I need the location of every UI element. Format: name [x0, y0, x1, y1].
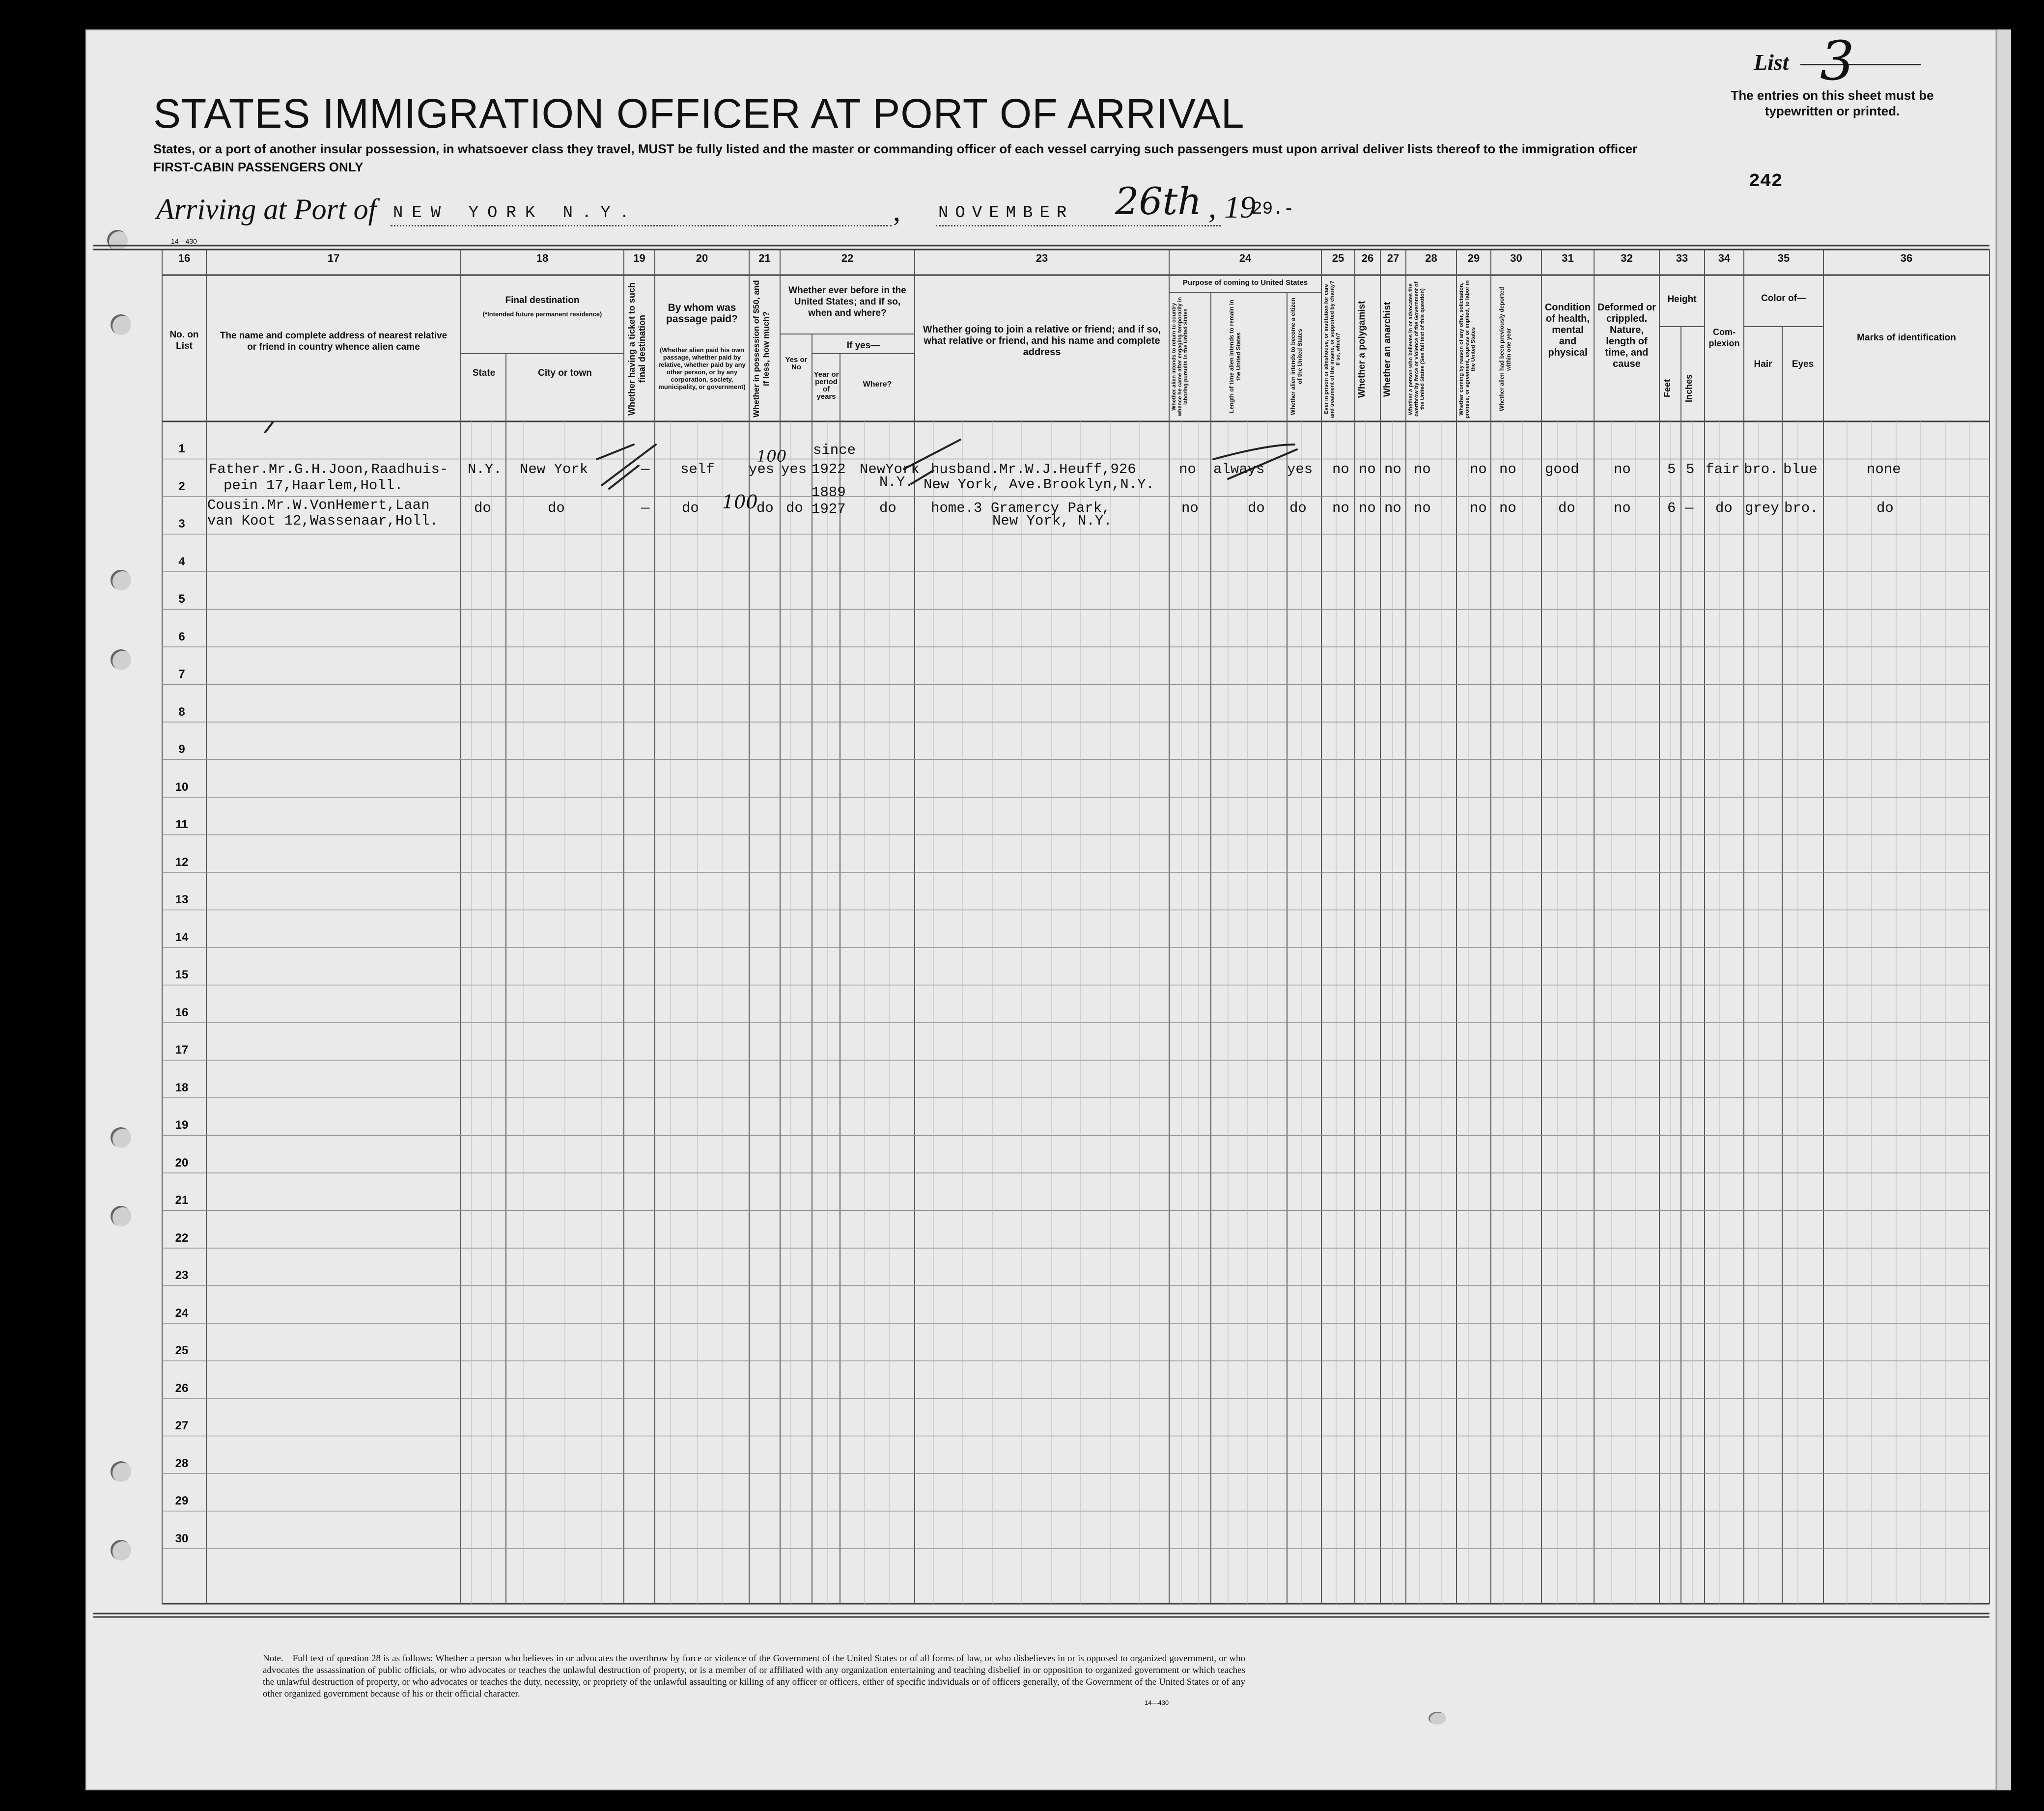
entry-1-city: New York: [520, 461, 588, 477]
row-number: 7: [178, 668, 185, 681]
column-number: 28: [1425, 252, 1437, 264]
entry-1-paid-by: self: [680, 461, 715, 477]
entry-1-q28: no: [1414, 461, 1431, 477]
column-number: 29: [1467, 252, 1480, 264]
typewritten-note: The entries on this sheet must be typewritten or printed.: [1731, 88, 1934, 118]
entry-2-money: do: [756, 500, 774, 516]
entry-2-complexion: do: [1715, 500, 1733, 516]
header-question-28: Whether a person who believes in or advocates the overthrow by force or violence of the Government of the United States (See full text of this question): [1408, 281, 1426, 417]
header-passage-paid-note: (Whether alien paid his own passage, whether paid by relative, whether paid by any other person, or by any corporation, society, municipality, or government): [658, 346, 746, 390]
entry-1-anarchist: no: [1384, 461, 1401, 477]
entry-1-deformed: no: [1614, 461, 1631, 477]
header-where: Where?: [863, 380, 892, 389]
row-number: 22: [175, 1231, 189, 1245]
entry-2-join-line1: home.3 Gramercy Park,: [931, 500, 1111, 516]
entry-1-relative-line1: Father.Mr.G.H.Joon,Raadhuis-: [209, 461, 448, 477]
column-number: 17: [327, 252, 340, 264]
entry-1-where: NewYork: [860, 461, 920, 477]
header-state: State: [472, 368, 496, 378]
column-number: 22: [841, 252, 854, 264]
header-relative: The name and complete address of nearest relative or friend in country whence alien came: [220, 331, 448, 352]
entry-1-polygamist: no: [1359, 461, 1376, 477]
arriving-label: Arriving at Port of: [156, 193, 377, 225]
list-label: List: [1754, 50, 1789, 75]
paper-blemish: [1428, 1712, 1446, 1725]
entry-1-year-since: since: [813, 442, 856, 458]
entry-2-anarchist: no: [1384, 500, 1401, 516]
row-number: 16: [175, 1005, 189, 1019]
row-number: 29: [175, 1494, 189, 1507]
entry-2-deformed: no: [1614, 500, 1631, 516]
row-number: 4: [178, 555, 185, 568]
header-color-of: Color of—: [1761, 293, 1806, 304]
arrival-year-suffix: 29.-: [1252, 199, 1294, 219]
entry-1-return: no: [1179, 461, 1196, 477]
column-number: 34: [1718, 252, 1731, 264]
header-if-yes: If yes—: [846, 340, 880, 351]
column-number: 18: [536, 252, 549, 264]
header-final-destination-note: (*Intended future permanent residence): [482, 310, 602, 318]
entry-2-relative-line1: Cousin.Mr.W.VonHemert,Laan: [207, 497, 430, 513]
row-number: 18: [175, 1081, 189, 1094]
entry-1-relative-line2: pein 17,Haarlem,Holl.: [224, 477, 403, 494]
header-health: Condition of health, mental and physical: [1544, 302, 1591, 358]
row-number: 1: [178, 442, 185, 455]
column-number: 36: [1900, 252, 1913, 264]
entry-2-feet: 6: [1667, 500, 1676, 516]
entry-2-length: do: [1248, 500, 1265, 516]
column-number: 35: [1777, 252, 1790, 264]
entry-2-citizen: do: [1289, 500, 1307, 516]
entry-2-money-mark: 100: [722, 491, 758, 513]
instruction-line: States, or a port of another insular possession, in whatsoever class they travel, MUST be fully listed and the master or commanding officer of each vessel carrying such passengers must upon arrival deliver lists thereof to the immigration officer: [153, 141, 1638, 156]
header-deformed: Deformed or crippled. Nature, length of time, and cause: [1597, 302, 1656, 369]
form-title: STATES IMMIGRATION OFFICER AT PORT OF ARRIVAL: [153, 90, 1245, 137]
entry-2-paid-by: do: [682, 500, 699, 516]
header-yes-no: Yes or No: [785, 356, 808, 371]
header-deported: Whether alien had been previously deported within one year: [1498, 287, 1512, 412]
footnote-question-28: Note.—Full text of question 28 is as follows: Whether a person who believes in or advocates the overthrow by force or violence of the Government of the United States or of all forms of law, or who disbelieves in or is opposed to organized government, or who advocates the assassination of public officials, or who advocates or teaches the unlawful destruction of property, or is a member of or affiliated with any organization entertaining and teaching disbelief in or opposition to organized government or which teaches the unlawful destruction of property, or who advocates or teaches the duty, necessity, or propriety of the unlawful assaulting or killing of any officer or officers, either of specific individuals or of officers generally, of the Government of the United States or of any other organized government because of his or their official character.: [263, 1653, 1245, 1699]
class-line: FIRST-CABIN PASSENGERS ONLY: [153, 160, 364, 174]
entry-2-health: do: [1558, 500, 1575, 516]
row-number: 9: [178, 743, 185, 756]
header-anarchist: Whether an anarchist: [1382, 302, 1393, 397]
entry-1-deported: no: [1499, 461, 1516, 477]
header-height: Height: [1667, 294, 1697, 305]
entry-2-marks: do: [1876, 500, 1894, 516]
row-number: 24: [175, 1306, 189, 1320]
column-number: 20: [696, 252, 708, 264]
row-number: 26: [175, 1381, 189, 1395]
entry-2-join-line2: New York, N.Y.: [992, 513, 1112, 529]
column-number: 19: [633, 252, 645, 264]
row-number: 30: [175, 1532, 189, 1545]
row-number: 28: [175, 1456, 189, 1470]
entry-1-inches: 5: [1686, 461, 1695, 477]
fine-column-rules: [472, 421, 1970, 1604]
entry-1-money-mark: 100: [756, 447, 787, 466]
entry-1-prison: no: [1332, 461, 1349, 477]
entry-1-money: yes: [749, 461, 775, 477]
column-number: 32: [1621, 252, 1633, 264]
entry-1-marks: none: [1867, 461, 1901, 477]
footnote-form-code: 14—430: [1145, 1699, 1169, 1706]
row-number: 27: [175, 1419, 189, 1432]
header-purpose: Purpose of coming to United States: [1182, 279, 1308, 287]
header-prison: Ever in prison or almshouse, or institution for care and treatment of the insane, or supported by charity? If so, which?: [1323, 280, 1341, 418]
row-number: 6: [178, 630, 185, 643]
row-number: 20: [175, 1156, 189, 1170]
header-ever-before: Whether ever before in the United States; and if so, when and where?: [788, 285, 906, 318]
entry-2-relative-line2: van Koot 12,Wassenaar,Holl.: [207, 513, 438, 529]
header-feet: Feet: [1662, 379, 1672, 397]
entry-1-join-line2: New York, Ave.Brooklyn,N.Y.: [924, 476, 1154, 493]
tick-mark: [597, 445, 634, 459]
entry-2-prison: no: [1332, 500, 1349, 516]
row-number: 25: [175, 1344, 189, 1357]
header-complexion: Com-plexion: [1708, 327, 1740, 348]
stamp-number: 242: [1749, 171, 1783, 192]
entry-1-before: yes: [781, 461, 807, 477]
column-number: 25: [1332, 252, 1344, 264]
entry-2-state: do: [474, 500, 491, 516]
header-ticket: Whether having a ticket to such final destination: [627, 282, 647, 416]
entry-2-hair: grey: [1745, 500, 1779, 516]
header-marks: Marks of identification: [1857, 333, 1956, 343]
column-number: 30: [1510, 252, 1522, 264]
pencil-mark: [265, 422, 273, 432]
row-number: 19: [175, 1118, 189, 1132]
entry-1-eyes: blue: [1783, 461, 1818, 477]
entry-1-health: good: [1545, 461, 1579, 477]
entry-1-q29: no: [1470, 461, 1487, 477]
entry-2-q29: no: [1470, 500, 1487, 516]
row-number: 15: [175, 968, 189, 981]
entry-2-before: do: [786, 500, 803, 516]
entry-1-citizen: yes: [1287, 461, 1313, 477]
column-number: 27: [1387, 252, 1400, 264]
header-city: City or town: [538, 368, 592, 378]
entry-1-year: 1922: [812, 461, 846, 477]
row-rules: [162, 459, 1989, 1549]
row-number: 8: [178, 705, 185, 719]
header-polygamist: Whether a polygamist: [1357, 301, 1367, 398]
header-labor-offer: Whether coming by reason of any offer, solicitation, promise, or agreement, express or implied, to labor in the United States: [1458, 280, 1476, 418]
row-number: 13: [175, 893, 189, 906]
arrival-year-prefix: , 19: [1208, 190, 1256, 224]
row-number: 5: [178, 592, 185, 606]
header-length-of-time: Length of time alien intends to remain in the United States: [1228, 300, 1242, 414]
entry-1-hair: bro.: [1744, 461, 1778, 477]
entry-1-join-where2: N.Y.: [879, 474, 914, 490]
header-passage-paid: By whom was passage paid?: [666, 302, 738, 325]
entry-1-length: always: [1213, 461, 1265, 477]
header-fifty-dollars: Whether in possession of $50, and if less, how much?: [752, 280, 771, 418]
header-final-destination: Final destination: [505, 295, 580, 306]
entry-2-q28: no: [1414, 500, 1431, 516]
row-number: 12: [175, 855, 189, 869]
header-hair: Hair: [1754, 359, 1772, 369]
entry-2-ticket: —: [641, 500, 650, 516]
arrival-day: 26th: [1115, 179, 1202, 223]
row-number: 2: [178, 479, 185, 493]
column-number: 31: [1562, 252, 1574, 264]
column-number: 24: [1239, 252, 1252, 264]
list-number: 3: [1820, 29, 1854, 92]
row-number: 3: [178, 517, 185, 530]
comma-separator: ,: [893, 195, 900, 227]
form-code: 14—430: [171, 237, 197, 245]
header-inches: Inches: [1684, 374, 1694, 402]
entry-2-eyes: bro.: [1784, 500, 1819, 516]
row-number: 11: [175, 818, 188, 831]
entry-1-join-line1: husband.Mr.W.J.Heuff,926: [931, 461, 1136, 477]
entry-2-return: no: [1181, 500, 1199, 516]
entry-1-ticket: —: [641, 461, 650, 477]
entry-2-inches: —: [1685, 500, 1694, 516]
row-number: 21: [175, 1194, 189, 1207]
header-return: Whether alien intends to return to country whence he came after engaging temporarily in laboring pursuits in the United States: [1171, 297, 1189, 417]
column-number: 26: [1361, 252, 1374, 264]
row-number: 23: [175, 1269, 189, 1282]
row-number: 10: [175, 780, 189, 794]
header-year: Year or period of years: [813, 370, 839, 401]
tick-mark: [1213, 445, 1294, 459]
entry-1-state: N.Y.: [468, 461, 502, 477]
column-number: 23: [1036, 252, 1048, 264]
entry-1-complexion: fair: [1706, 461, 1740, 477]
header-no-on-list: No. on List: [169, 330, 199, 351]
row-number: 17: [175, 1043, 189, 1057]
entry-2-year-from: 1889: [812, 484, 846, 501]
header-citizen: Whether alien intends to become a citizen of the United States: [1289, 298, 1303, 416]
entry-2-where: do: [879, 500, 896, 516]
header-eyes: Eyes: [1792, 359, 1814, 369]
port-name: NEW YORK N.Y.: [393, 204, 639, 223]
column-number: 21: [758, 252, 771, 264]
entry-1-feet: 5: [1667, 461, 1676, 477]
column-number: 16: [178, 252, 191, 264]
entry-2-polygamist: no: [1359, 500, 1376, 516]
column-number: 33: [1676, 252, 1688, 264]
entry-2-city: do: [548, 500, 565, 516]
entry-2-deported: no: [1499, 500, 1516, 516]
entry-2-year: 1927: [812, 501, 846, 517]
row-number: 14: [175, 930, 189, 944]
arrival-month: NOVEMBER: [938, 204, 1074, 223]
header-join-relative: Whether going to join a relative or friend; and if so, what relative or friend, and his name and complete address: [923, 324, 1161, 358]
